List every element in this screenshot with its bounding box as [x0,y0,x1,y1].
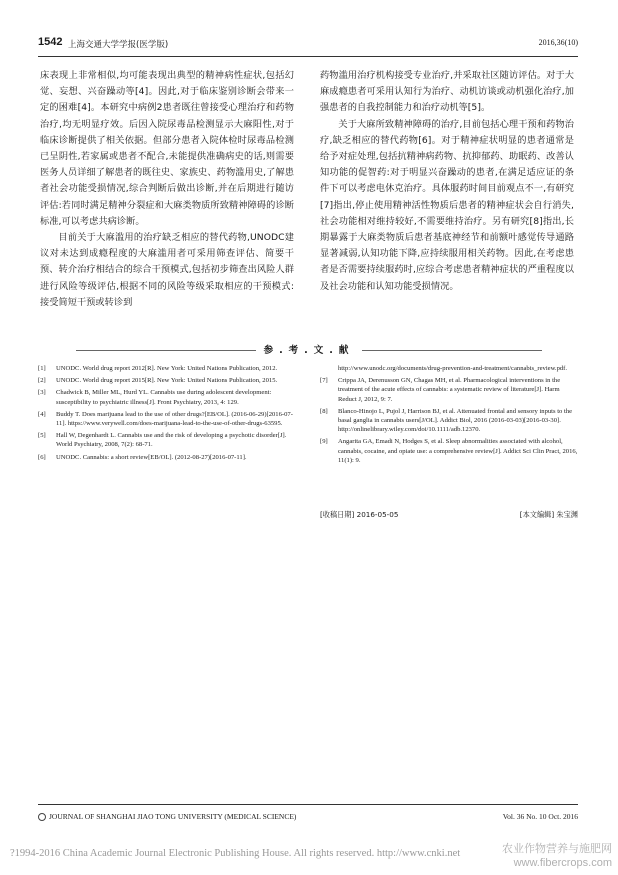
reference-item [320,407,578,435]
reference-number [320,364,338,373]
header-rule [38,56,578,57]
footer-rule [38,804,578,805]
copyright-line [10,848,460,859]
cnki-link[interactable]: http://www.cnki.net [376,848,461,859]
body-column-left [40,68,294,311]
reference-number: [8] [320,407,328,415]
reference-text: UNODC. Cannabis: a short review[EB/OL]. (2012-08-27)[2016-07-11]. [56,453,247,461]
reference-number: [3] [38,389,46,397]
page-number: 1542 [38,36,63,48]
reference-text: Chadwick B, Miller ML, Hurd YL. Cannabis use during adolescent development: susceptibility to psychiatric illness[J]. Front Psychiatry, 2013, 4: 129. [56,389,272,406]
references-right [320,364,578,468]
reference-item [320,437,578,465]
footer-journal-name [38,812,296,821]
reference-text: Crippa JA, Derenusson GN, Chagas MH, et al. Pharmacological interventions in the treatment of the acute effects of cannabis: a systematic review of literature[J]. Harm Reduct J, 2012, 9: 7. [338,377,561,403]
reference-text: Angarita GA, Emadi N, Hodges S, et al. Sleep abnormalities associated with alcohol, cannabis, cocaine, and opiate use: a comprehensive review[J]. Addict Sci Clin Pract, 2016, 11(1): 9. [338,438,578,464]
footer-volume: Vol. 36 No. 10 Oct. 2016 [502,812,578,821]
paragraph: 关于大麻所致精神障碍的治疗,目前包括心理干预和药物治疗,缺乏相应的替代药物[6]。对于精神症状明显的患者通常是给予对症处理,包括抗精神病药物、抗抑郁药、助眠药、改善认知功能的促智药:对于明显兴奋躁动的患者,在满足适应证的条件下可以考虑电休克治疗。具体服药时间目前观点不一,有研究[7]指出,停止使用精神活性物质后患者的精神症状会自行消失,社会功能相对维持较好,不需要维持治疗。另有研究[8]指出,长期暴露于大麻类物质后患者基底神经节和前额叶感觉传导通路显著减弱,认知功能下降,应持续服用相关药物。因此,在考虑患者是否需要持续服药时,应综合考虑患者精神症状的严重程度以及社会功能和认知功能受损情况。 [320,118,574,292]
reference-number: [7] [320,377,328,385]
reference-item [320,364,578,373]
reference-number: [5] [38,432,46,440]
paragraph: 床表现上非常相似,均可能表现出典型的精神病性症状,包括幻觉、妄想、兴奋躁动等[4]。因此,对于临床鉴别诊断会带来一定的困难[4]。本研究中病例2患者既往曾接受心理治疗和药物治疗,均无明显疗效。后因入院尿毒品检测显示大麻阳性,对于临床诊断提供了相关依据。但部分患者入院体检时尿毒品检测已呈阴性,若家属或患者不配合,未能提供准确病史的话,则需要医务人员详细了解患者的既往史、家族史、药物滥用史,了解患者社会功能受损情况,综合判断后做出诊断,并在后期进行随访评估:若同时满足精神分裂症和大麻类物质所致精神障碍的诊断标准,可以考虑共病诊断。 [40,70,294,227]
reference-text: UNODC. World drug report 2012[R]. New York: United Nations Publication, 2012. [56,365,278,372]
journal-logo-icon [38,813,46,821]
reference-item [38,410,302,428]
page-header [38,38,578,54]
journal-title: 上海交通大学学报(医学版) [68,40,169,50]
reference-number: [4] [38,410,46,418]
references-left [38,364,302,465]
reference-text: Hall W, Degenhardt L. Cannabis use and the risk of developing a psychotic disorder[J]. World Psychiatry, 2008, 7(2): 68-71. [56,432,287,449]
reference-number: [2] [38,377,46,385]
reference-item [38,453,302,462]
watermark [502,842,612,870]
reference-item [38,364,302,373]
reference-text: Buddy T. Does marijuana lead to the use of other drugs?[EB/OL]. (2016-06-29)[2016-07-11]. https://www.verywell.com/does-marijuana-lead-to-the-use-of-other-drugs-63595. [56,410,293,428]
watermark-line: 农业作物营养与施肥网 [502,843,612,855]
reference-item [38,388,302,406]
reference-item [320,376,578,404]
reference-text: http://www.unodc.org/documents/drug-prevention-and-treatment/cannabis_review.pdf. [338,365,568,372]
reference-number: [9] [320,438,328,446]
reference-text: Blanco-Hinojo L, Pujol J, Harrison BJ, et al. Attenuated frontal and sensory inputs to the basal ganglia in cannabis users[J/OL]. Addict Biol, 2016 (2016-03-03)[2016-03-30]. http://onlinelibrary.wiley.com/doi/10.1111/adb.12370. [338,407,573,434]
reference-item [38,376,302,385]
copyright-text: ?1994-2016 China Academic Journal Electronic Publishing House. All rights reserved. [10,848,375,859]
page-footer [38,812,578,826]
reference-item [38,431,302,449]
editor-credit: [本文编辑] 朱宝渊 [519,510,578,519]
received-date: [收稿日期] 2016-05-05 [320,510,399,519]
references-heading: 参.考.文.献 [0,342,618,356]
paragraph: 目前关于大麻滥用的治疗缺乏相应的替代药物,UNODC建议对未达到成瘾程度的大麻滥用者可采用筛查评估、简要干预、转介治疗相结合的综合干预模式,包括初步筛查出风险人群进行风险等级评估,根据不同的风险等级采取相应的干预模式:接受简短干预或转诊到 [40,232,294,308]
body-column-right [320,68,574,295]
reference-text: UNODC. World drug report 2015[R]. New York: United Nations Publication, 2015. [56,377,278,385]
issue-info: 2016,36(10) [538,38,578,47]
footer-journal-text: JOURNAL OF SHANGHAI JIAO TONG UNIVERSITY (MEDICAL SCIENCE) [49,812,297,821]
reference-number: [1] [38,365,46,372]
reference-number: [6] [38,453,46,461]
watermark-line: www.fibercrops.com [513,857,612,869]
paragraph: 药物滥用治疗机构接受专业治疗,并采取社区随访评估。对于大麻成瘾患者可采用认知行为治疗、动机访谈或动机强化治疗,加强患者的自我控制能力和治疗动机等[5]。 [320,70,574,114]
